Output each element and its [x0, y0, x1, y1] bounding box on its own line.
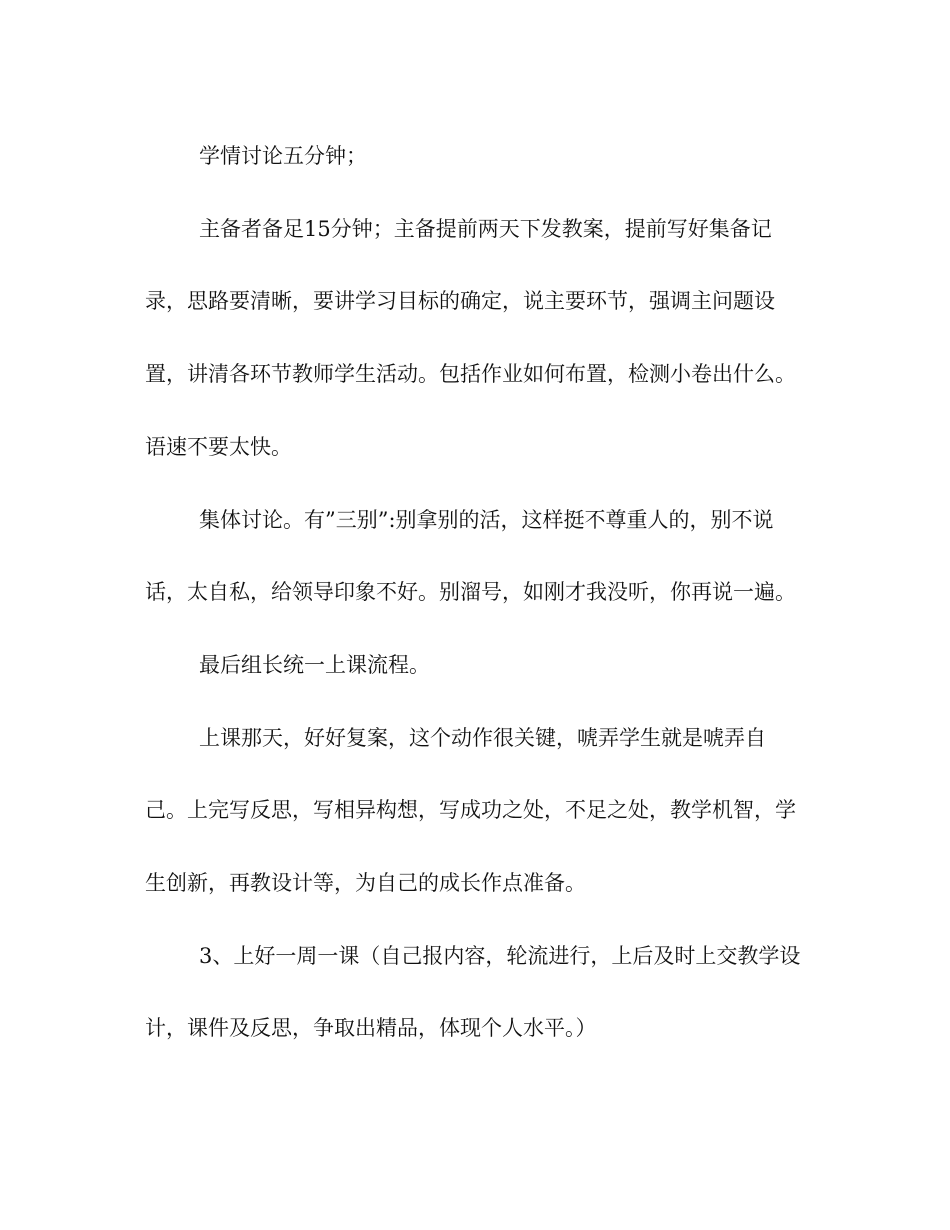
paragraph-discussion-time: 学情讨论五分钟；	[199, 144, 367, 168]
paragraph-main-preparer: 主备者备足15分钟；主备提前两天下发教案，提前写好集备记录，思路要清晰，要讲学习目标的确定，说主要环节，强调主问题设置，讲清各环节教师学生活动。包括作业如何布置，检测小卷出什么。语速不要太快。	[145, 216, 796, 459]
document-body	[145, 120, 805, 1065]
paragraph-leader-process: 最后组长统一上课流程。	[199, 652, 430, 677]
paragraph-group-discussion: 集体讨论。有”三别”:别拿别的活，这样挺不尊重人的，别不说话，太自私，给领导印象不好。别溜号，如刚才我没听，你再说一遍。	[145, 507, 796, 605]
paragraph-weekly-class: 3、上好一周一课（自己报内容，轮流进行，上后及时上交教学设计，课件及反思，争取出精品，体现个人水平。）	[145, 943, 801, 1041]
paragraph-class-day: 上课那天，好好复案，这个动作很关键，唬弄学生就是唬弄自己。上完写反思，写相异构想，写成功之处，不足之处，教学机智，学生创新，再教设计等，为自己的成长作点准备。	[145, 725, 796, 896]
